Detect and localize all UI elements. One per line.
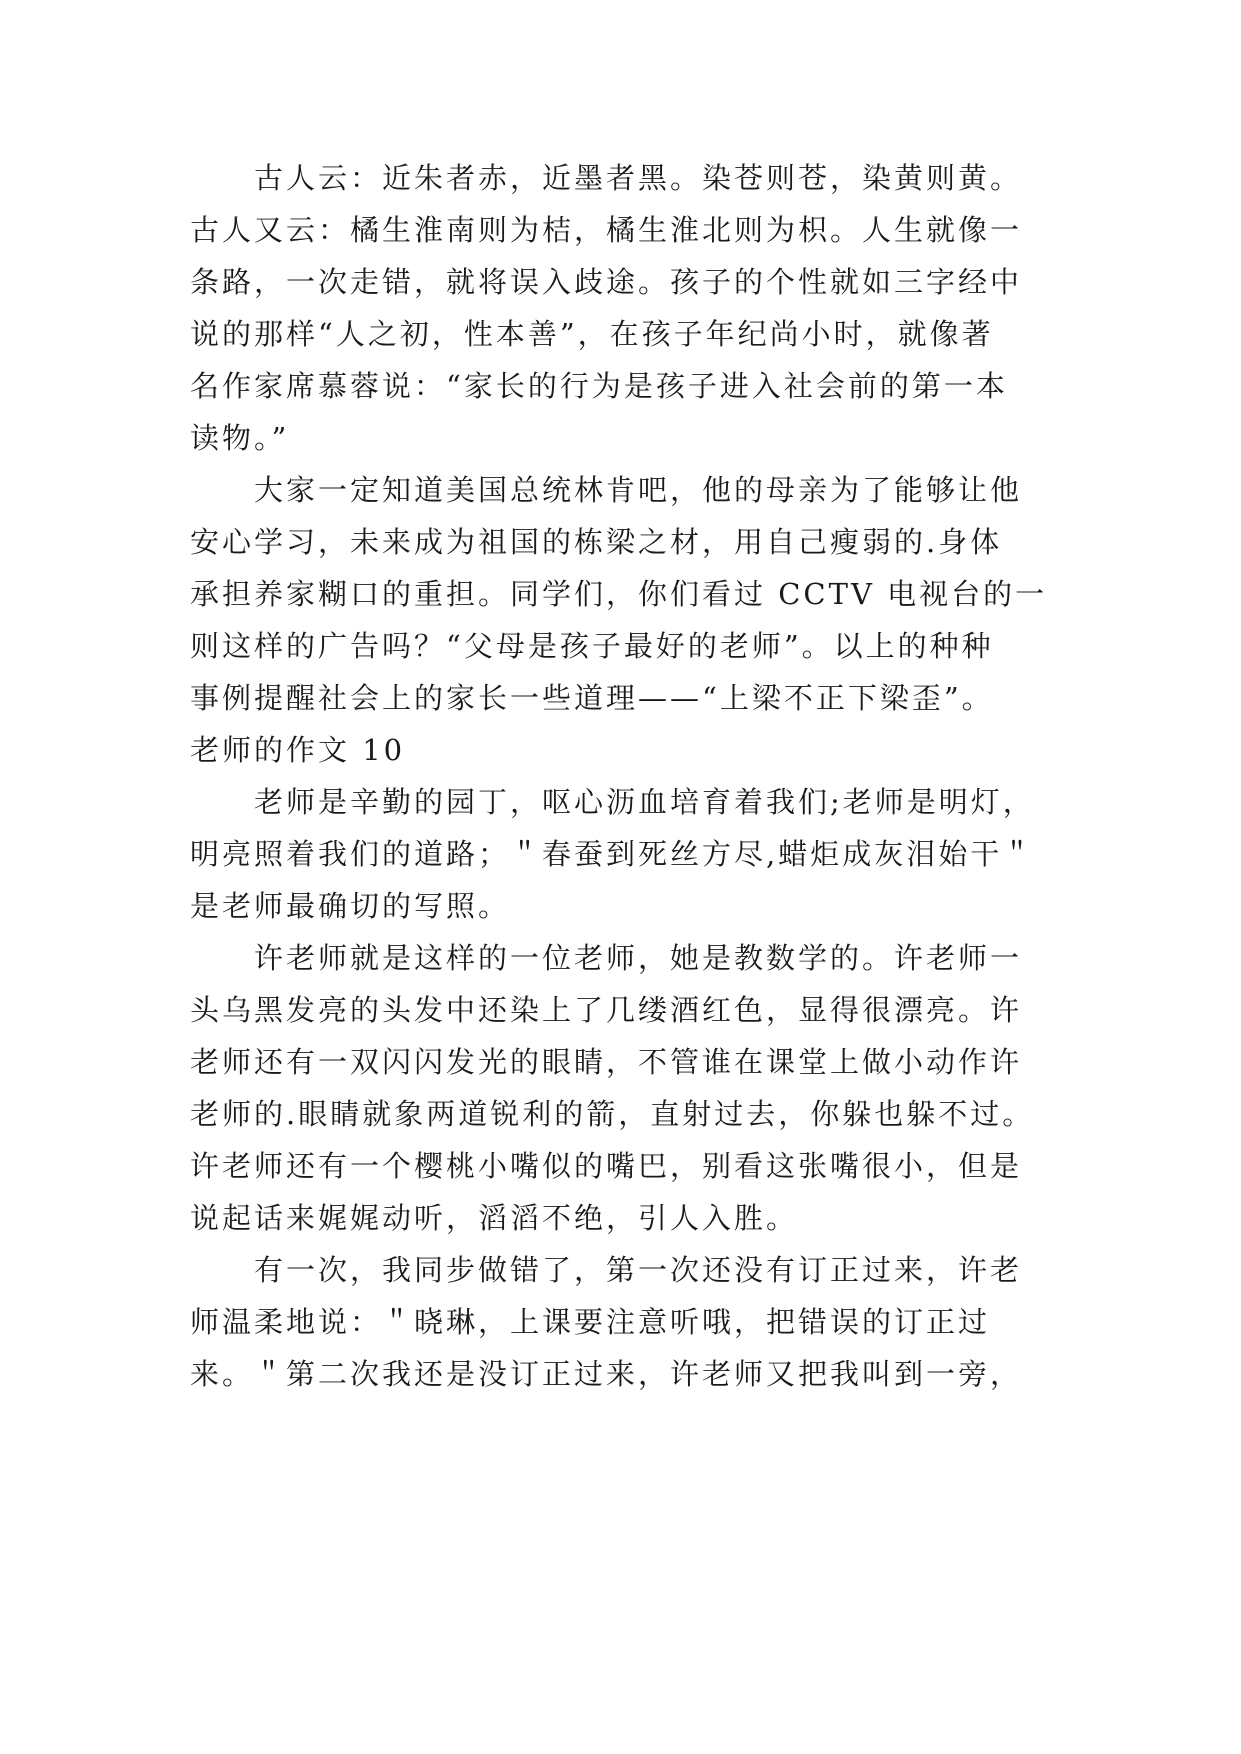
paragraph-2-line-3: 承担养家糊口的重担。同学们，你们看过 CCTV 电视台的一: [190, 577, 1048, 611]
paragraph-1-line-6: 读物。”: [190, 421, 290, 455]
paragraph-4-line-2: 头乌黑发亮的头发中还染上了几缕酒红色，显得很漂亮。许: [190, 993, 1023, 1027]
section-title: 老师的作文 10: [190, 733, 406, 767]
paragraph-1-line-2: 古人又云：橘生淮南则为桔，橘生淮北则为枳。人生就像一: [190, 213, 1023, 247]
paragraph-1-line-3: 条路，一次走错，就将误入歧途。孩子的个性就如三字经中: [190, 265, 1023, 299]
paragraph-5-line-2: 师温柔地说：＂晓琳，上课要注意听哦，把错误的订正过: [190, 1305, 991, 1339]
paragraph-4-line-1: 许老师就是这样的一位老师，她是教数学的。许老师一: [254, 941, 1023, 975]
paragraph-2-line-5: 事例提醒社会上的家长一些道理——“上梁不正下梁歪”。: [190, 681, 994, 715]
paragraph-2-line-4: 则这样的广告吗？“父母是孩子最好的老师”。以上的种种: [190, 629, 994, 663]
paragraph-1-line-4: 说的那样“人之初，性本善”，在孩子年纪尚小时，就像著: [190, 317, 994, 351]
paragraph-3-line-1: 老师是辛勤的园丁，呕心沥血培育着我们;老师是明灯，: [254, 785, 1035, 819]
paragraph-2-line-1: 大家一定知道美国总统林肯吧，他的母亲为了能够让他: [254, 473, 1023, 507]
paragraph-3-line-2: 明亮照着我们的道路；＂春蚕到死丝方尽,蜡炬成灰泪始干＂: [190, 837, 1035, 871]
paragraph-5-line-3: 来。＂第二次我还是没订正过来，许老师又把我叫到一旁，: [190, 1357, 1023, 1391]
paragraph-4-line-6: 说起话来娓娓动听，滔滔不绝，引人入胜。: [190, 1201, 799, 1235]
paragraph-4-line-5: 许老师还有一个樱桃小嘴似的嘴巴，别看这张嘴很小，但是: [190, 1149, 1023, 1183]
paragraph-2-line-2: 安心学习，未来成为祖国的栋梁之材，用自己瘦弱的.身体: [190, 525, 1003, 559]
paragraph-1-line-5: 名作家席慕蓉说：“家长的行为是孩子进入社会前的第一本: [190, 369, 1008, 403]
paragraph-3-line-3: 是老师最确切的写照。: [190, 889, 511, 923]
paragraph-1-line-1: 古人云：近朱者赤，近墨者黑。染苍则苍，染黄则黄。: [254, 161, 1023, 195]
paragraph-4-line-3: 老师还有一双闪闪发光的眼睛，不管谁在课堂上做小动作许: [190, 1045, 1023, 1079]
paragraph-5-line-1: 有一次，我同步做错了，第一次还没有订正过来，许老: [254, 1253, 1023, 1287]
paragraph-4-line-4: 老师的.眼睛就象两道锐利的箭，直射过去，你躲也躲不过。: [190, 1097, 1035, 1131]
